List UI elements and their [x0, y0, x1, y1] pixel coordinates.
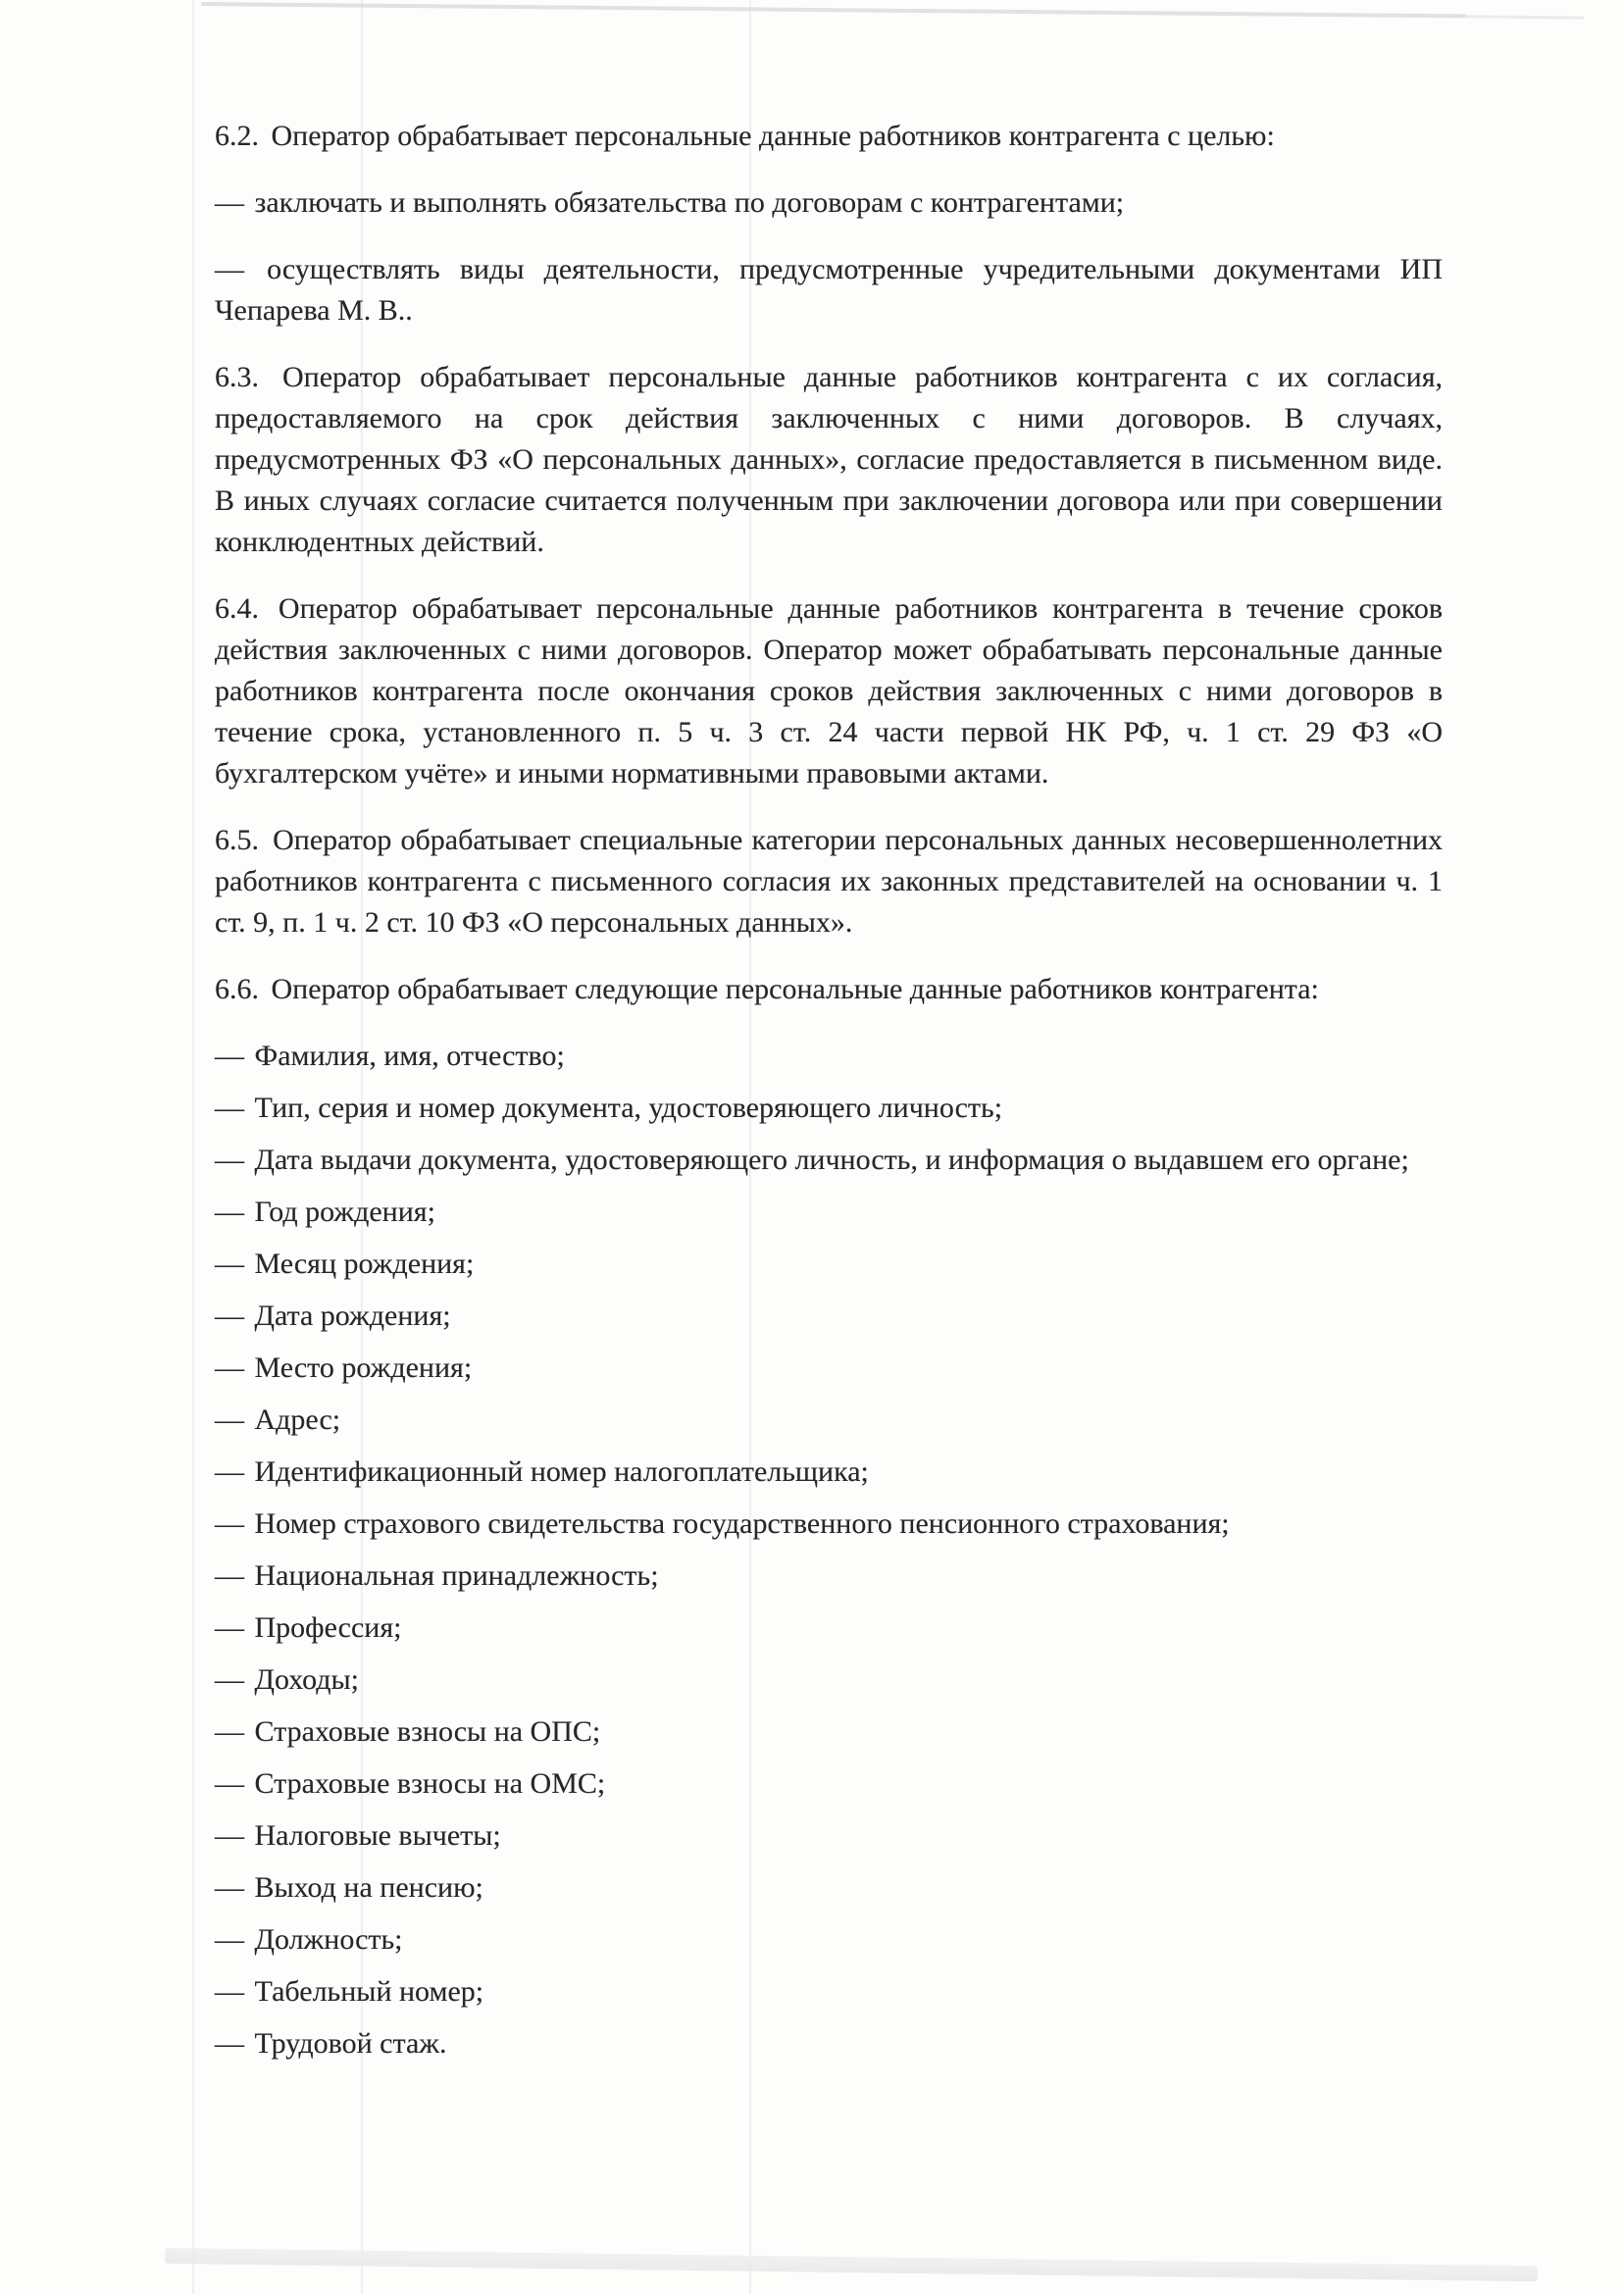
dash-marker: —: [215, 1196, 244, 1228]
clause-number: 6.5.: [215, 824, 259, 856]
list-item-text: Выход на пенсию;: [254, 1871, 483, 1904]
list-item-text: Номер страхового свидетельства государственного пенсионного страхования;: [254, 1507, 1230, 1540]
dash-marker: —: [215, 1715, 244, 1748]
list-item-text: Месяц рождения;: [254, 1248, 475, 1280]
dash-marker: —: [215, 2027, 244, 2060]
paragraph-6-5: [215, 820, 1443, 943]
list-item-text: Доходы;: [254, 1663, 359, 1696]
dash-marker: —: [215, 1559, 244, 1592]
list-item-text: Профессия;: [254, 1611, 402, 1644]
paragraph-text: Оператор обрабатывает специальные категории персональных данных несовершеннолетних работников контрагента с письменного согласия их законных представителей на основании ч. 1 ст. 9, п. 1 ч. 2 ст. 10 ФЗ «О персональных данных».: [215, 824, 1444, 939]
dash-marker: —: [215, 1455, 244, 1488]
dash-marker: —: [215, 1767, 244, 1800]
list-item-profession: [215, 1607, 1443, 1649]
dash-marker: —: [215, 1923, 244, 1956]
list-item-full-name: [215, 1036, 1443, 1077]
dash-marker: —: [215, 1663, 244, 1696]
dash-marker: —: [215, 1248, 244, 1280]
dash-marker: —: [215, 1871, 244, 1904]
list-item-birth-year: [215, 1192, 1443, 1233]
dash-marker: —: [215, 253, 244, 285]
list-item-birth-month: [215, 1244, 1443, 1285]
dash-marker: —: [215, 1507, 244, 1540]
list-item-text: Адрес;: [254, 1403, 341, 1436]
paragraph-text: осуществлять виды деятельности, предусмотренные учредительными документами ИП Чепарева М. В..: [215, 253, 1444, 327]
dash-marker: —: [215, 1351, 244, 1384]
clause-number: 6.2.: [215, 120, 259, 152]
list-item-birth-place: [215, 1348, 1443, 1389]
clause-number: 6.3.: [215, 361, 259, 393]
list-item-birth-date: [215, 1296, 1443, 1337]
list-item-work-experience: [215, 2023, 1443, 2065]
paragraph-6-3: [215, 357, 1443, 563]
list-item-inn: [215, 1452, 1443, 1493]
dash-marker: —: [215, 1819, 244, 1852]
list-item-text: Трудовой стаж.: [254, 2027, 447, 2060]
list-item-text: Табельный номер;: [254, 1975, 484, 2008]
list-item-retirement: [215, 1867, 1443, 1909]
clause-number: 6.4.: [215, 592, 259, 625]
list-item-text: Налоговые вычеты;: [254, 1819, 501, 1852]
list-item-text: Год рождения;: [254, 1196, 435, 1228]
list-item-id-document-issue: [215, 1140, 1443, 1181]
list-item-snils: [215, 1504, 1443, 1545]
dash-marker: —: [215, 1144, 244, 1176]
scanner-streak-line: [192, 0, 194, 2294]
dash-marker: —: [215, 1975, 244, 2008]
list-item-text: Идентификационный номер налогоплательщика;: [254, 1455, 869, 1488]
list-item-income: [215, 1659, 1443, 1701]
paragraph-text: Оператор обрабатывает следующие персональные данные работников контрагента:: [271, 973, 1319, 1005]
scan-edge-artifact-bottom: [165, 2248, 1538, 2281]
list-item-text: Страховые взносы на ОПС;: [254, 1715, 601, 1748]
dash-marker: —: [215, 1300, 244, 1332]
list-item-oms-contributions: [215, 1763, 1443, 1805]
goal-item-activities: [215, 249, 1443, 331]
list-item-text: Национальная принадлежность;: [254, 1559, 659, 1592]
dash-marker: —: [215, 1040, 244, 1072]
paragraph-text: заключать и выполнять обязательства по договорам с контрагентами;: [254, 186, 1125, 219]
list-item-text: Должность;: [254, 1923, 403, 1956]
list-item-personnel-number: [215, 1971, 1443, 2013]
document-text-block: [215, 116, 1443, 2075]
list-item-text: Дата выдачи документа, удостоверяющего личность, и информация о выдавшем его органе;: [254, 1144, 1409, 1176]
dash-marker: —: [215, 186, 244, 219]
paragraph-6-4: [215, 588, 1443, 794]
list-item-text: Дата рождения;: [254, 1300, 451, 1332]
list-item-text: Страховые взносы на ОМС;: [254, 1767, 606, 1800]
dash-marker: —: [215, 1403, 244, 1436]
list-item-ops-contributions: [215, 1711, 1443, 1753]
list-item-tax-deductions: [215, 1815, 1443, 1857]
list-item-text: Фамилия, имя, отчество;: [254, 1040, 565, 1072]
paragraph-text: Оператор обрабатывает персональные данные работников контрагента в течение сроков действия заключенных с ними договоров. Оператор может обрабатывать персональные данные работников контрагента после окончания сроков действия заключенных с ними договоров в течение срока, установленного п. 5 ч. 3 ст. 24 части первой НК РФ, ч. 1 ст. 29 ФЗ «О бухгалтерском учёте» и иными нормативными правовыми актами.: [215, 592, 1444, 790]
dash-marker: —: [215, 1611, 244, 1644]
paragraph-6-6: [215, 969, 1443, 1010]
list-item-text: Место рождения;: [254, 1351, 473, 1384]
list-item-position: [215, 1919, 1443, 1961]
list-item-nationality: [215, 1555, 1443, 1597]
list-item-address: [215, 1400, 1443, 1441]
paragraph-text: Оператор обрабатывает персональные данные работников контрагента с целью:: [271, 120, 1275, 152]
list-item-text: Тип, серия и номер документа, удостоверяющего личность;: [254, 1092, 1003, 1124]
paragraph-text: Оператор обрабатывает персональные данные работников контрагента с их согласия, предоставляемого на срок действия заключенных с ними договоров. В случаях, предусмотренных ФЗ «О персональных данных», согласие предоставляется в письменном виде. В иных случаях согласие считается полученным при заключении договора или при совершении конклюдентных действий.: [215, 361, 1444, 558]
dash-marker: —: [215, 1092, 244, 1124]
goal-item-contracts: [215, 182, 1443, 224]
clause-number: 6.6.: [215, 973, 259, 1005]
list-item-id-document: [215, 1088, 1443, 1129]
paragraph-6-2: [215, 116, 1443, 157]
